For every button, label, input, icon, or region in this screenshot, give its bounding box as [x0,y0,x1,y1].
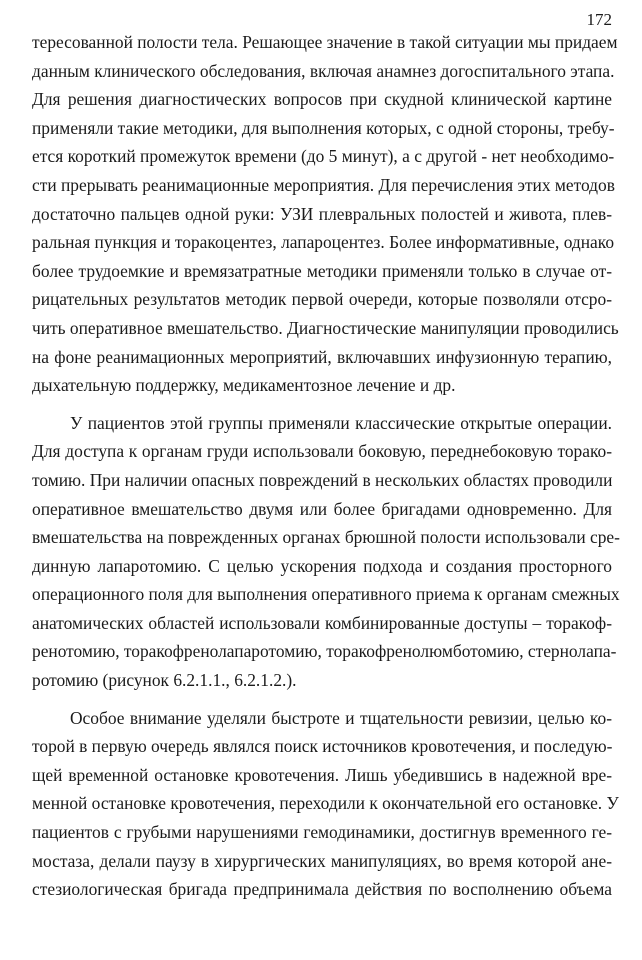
text-line: вмешательства на поврежденных органах брюшной полости использовали сре- [32,527,620,548]
text-line: менной остановке кровотечения, переходили к окончательной его остановке. У [32,793,619,814]
text-line: тересованной полости тела. Решающее значение в такой ситуации мы придаем [32,32,618,52]
text-line: щей временной остановке кровотечения. Лишь убедившись в надежной вре- [32,764,612,785]
text-line: оперативное вмешательство двумя или более бригадами одновременно. Для [32,498,612,519]
text-line: Для решения диагностических вопросов при скудной клинической картине [32,89,612,110]
text-line: дыхательную поддержку, медикаментозное лечение и др. [32,375,456,396]
paragraph-gap [32,695,612,704]
text-line: ренотомию, торакофренолапаротомию, торакофренолюмботомию, стернолапа- [32,641,617,662]
text-line: стезиологическая бригада предпринимала действия по восполнению объема [32,879,612,900]
body-text [32,28,620,904]
text-line: мостаза, делали паузу в хирургических манипуляциях, во время которой ане- [32,850,612,871]
text-line: операционного поля для выполнения оперативного приема к органам смежных [32,584,620,605]
text-line: ральная пункция и торакоцентез, лапароцентез. Более информативные, однако [32,232,615,253]
text-line: томию. При наличии опасных повреждений в нескольких областях проводили [32,469,613,490]
paragraph-gap [32,400,612,409]
text-line: рицательных результатов методик первой очереди, которые позволяли отсро- [32,289,612,310]
text-line: У пациентов этой группы применяли классические открытые операции. [70,412,612,433]
paragraph [32,704,619,904]
text-line: динную лапаротомию. С целью ускорения подхода и создания просторного [32,555,612,576]
text-line: торой в первую очередь являлся поиск источников кровотечения, и последую- [32,736,613,757]
text-line: Для доступа к органам груди использовали боковую, переднебоковую торако- [32,441,612,462]
text-line: пациентов с грубыми нарушениями гемодинамики, достигнув временного ге- [32,822,612,843]
text-line: анатомических областей использовали комбинированные доступы – торакоф- [32,612,612,633]
text-line: Особое внимание уделяли быстроте и тщательности ревизии, целью ко- [70,707,612,728]
text-line: применяли такие методики, для выполнения которых, с одной стороны, требу- [32,117,615,138]
text-line: чить оперативное вмешательство. Диагностические манипуляции проводились [32,317,619,338]
text-line: данным клинического обследования, включая анамнез догоспитального этапа. [32,60,615,81]
text-line: достаточно пальцев одной руки: УЗИ плевральных полостей и живота, плев- [32,203,612,224]
paragraph [32,28,619,400]
text-line: ротомию (рисунок 6.2.1.1., 6.2.1.2.). [32,670,297,691]
text-line: на фоне реанимационных мероприятий, включавших инфузионную терапию, [32,346,612,367]
paragraph [32,409,620,695]
page-number: 172 [586,10,612,29]
text-line: более трудоемкие и времязатратные методики применяли только в случае от- [32,260,612,281]
text-line: ется короткий промежуток времени (до 5 минут), а с другой - нет необходимо- [32,146,615,167]
text-line: сти прерывать реанимационные мероприятия. Для перечисления этих методов [32,174,615,195]
